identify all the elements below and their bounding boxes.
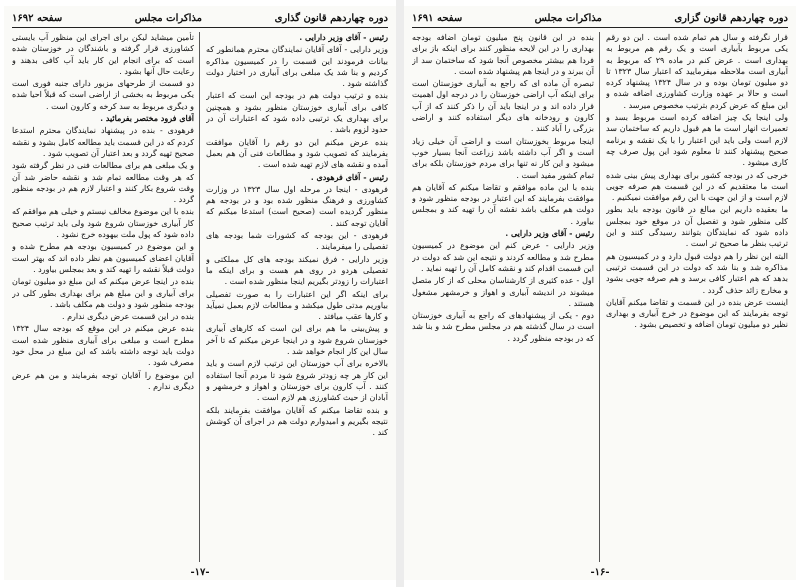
right-header-page-number: سفحه ۱۶۹۱: [412, 12, 463, 24]
paragraph: البته این نظر را هم دولت قبول دارد و در کمیسیون هم مذاکره شد و بنا شد که دولت در این قسمت ترتیبی بدهد که هم اعتبار کافی برسد و هم صرفه جویی بشود و مخارج زائد حذف گردد .: [606, 251, 788, 295]
paragraph: رئیس - آقای وزیر دارایی .: [299, 32, 388, 42]
paragraph: این موضوع را آقایان توجه بفرمایند و من هم عرض دیگری ندارم .: [12, 370, 194, 391]
left-page-header: [12, 10, 388, 26]
paragraph: و یک مبلغی هم برای مطالعات فنی در نظر گرفته شود که هر وقت مطالعه تمام شد و نقشه حاضر شد آن وقت شروع بکار کنند و اعتبار لازم هم در بودجه منظور گردد .: [12, 161, 194, 205]
paragraph: وزیر دارایی - آقای آقایان نمایندگان محترم همانطور که بیانات فرمودند این قسمت را در کمیسیون مذاکره کردیم و بنا شد یک مبلغی برای آبیاری در اختیار دولت گذاشته شود .: [206, 45, 388, 89]
paragraph: تبصره آن ماده ای که راجع به آبیاری خوزستان است برای اینکه آب اراضی خوزستان را در درجه اول اهمیت قرار داده اند و در اینجا باید آن را ذکر کنند که از آب کارون و رودخانه های دیگر استفاده کنند و اراضی بزرگی را آباد کنند .: [412, 79, 594, 134]
paragraph: بنده عرض میکنم این دو رقم را آقایان موافقت بفرمایند که تصویب شود و مطالعات فنی آن هم بعمل آمده و نقشه های لازم تهیه شده است .: [206, 137, 388, 170]
paragraph: بالاخره برای آب خوزستان این ترتیب لازم است و باید این کار هر چه زودتر شروع شود تا مردم آنجا استفاده کنند . آب کارون برای خوزستان و اهواز و خرمشهر و آبادان از حیث کشاورزی هم لازم است .: [206, 359, 388, 403]
paragraph: بنده در اینجا عرض میکنم که این مبلغ دو میلیون تومان برای آبیاری و این مبلغ هم برای بهداری بطور کلی در بودجه منظور شود و دولت هم مکلف باشد .: [12, 277, 194, 309]
paragraph: بنده در این قانون پنج میلیون تومان اضافه بودجه بهداری را در این لایحه منظور کنند برای اینکه باز برای فردا هم بیشتر مخصوص آنجا شود که ساختمان سد از آن ببرند و در اینجا هم پیشنهاد شده است .: [412, 33, 594, 76]
left-header-rule: [12, 27, 388, 28]
paragraph: فرهودی - این بودجه که کشورات شما بودجه های تفصیلی را میفرمایند .: [206, 231, 388, 252]
right-page-footer-number: -۱۶-: [590, 567, 610, 578]
left-header-page-number: سفحه ۱۶۹۲: [12, 12, 63, 24]
right-page-column-right: [606, 32, 788, 562]
right-header-title: مذاکرات مجلس: [534, 12, 602, 24]
paragraph: و این موضوع در کمیسیون بودجه هم مطرح شده و آقایان اعضای کمیسیون هم نظر داده اند که بهتر است دولت قبلاً نقشه را تهیه کند و بعد بمجلس بیاورد .: [12, 242, 194, 274]
paragraph: و پیش‌بینی ما هم برای این است که کارهای آبیاری خوزستان شروع شود و در اینجا عرض میکنم که تا آخر سال این کار انجام خواهد شد .: [206, 324, 388, 357]
paragraph: رئیس - آقای وزیر دارایی .: [505, 228, 594, 239]
right-page: [404, 6, 796, 580]
left-page-column-left: [12, 32, 194, 562]
paragraph: اینجا مربوط بخوزستان است و اراضی آن خیلی زیاد است و اگر آب داشته باشد زراعت آنجا بسیار خوب میشود و این کار نه تنها برای مردم خوزستان بلکه برای تمام کشور مفید است .: [412, 136, 594, 180]
paragraph: دو قسمت از طرحهای مزبور دارای جنبه فوری است یکی مربوط به بخشی از اراضی است که قبلاً احیا شده و دیگری مربوط به سد کرخه و کارون است .: [12, 79, 194, 111]
right-page-column-left: [412, 32, 594, 562]
paragraph: فرهودی - بنده در پیشنهاد نمایندگان محترم استدعا کردم که در این قسمت باید مطالعه کامل بشود و نقشه صحیح تهیه گردد و بعد اعتبار آن تصویب شود .: [12, 126, 194, 158]
paragraph: بنده در این قسمت عرض دیگری ندارم .: [62, 312, 194, 322]
paragraph: بنده با این ماده موافقم و تقاضا میکنم که آقایان هم موافقت بفرمایند که این اعتبار در بودجه منظور شود و دولت هم مکلف باشد نقشه آن را تهیه کند و بمجلس بیاورد .: [412, 182, 594, 226]
left-page-footer-number: -۱۷-: [190, 567, 210, 578]
paragraph: آقای فرود مختصر بفرمائید .: [100, 113, 194, 124]
paragraph: بنده عرض میکنم در این موقع که بودجه سال ۱۳۲۴ مطرح است و مبلغی برای آبیاری منظور شده است دولت باید توجه داشته باشد که این مبلغ در محل خود مصرف شود .: [12, 324, 194, 368]
paragraph: خرجی که در بودجه کشور برای بهداری پیش بینی شده است ما معتقدیم که در این قسمت هم صرفه جویی لازم است و از این جهت با این رقم موافقت نمیکنیم .: [606, 170, 788, 203]
paragraph: تأمین میشاید لیکن برای اجرای این منظور آب بایستی کشاورزی قرار گرفته و باشندگان در خوزستان شده است که برای انجام این کار باید آب کافی بدهند و رعایت حال آنها بشود .: [12, 33, 194, 76]
right-header-rule: [412, 27, 788, 28]
paragraph: وزیر دارایی - عرض کنم این موضوع در کمیسیون مطرح شد و مطالعه کردند و نتیجه این شد که دولت در این قسمت اقدام کند و نقشه کامل آن را تهیه نماید .: [412, 241, 594, 273]
paragraph: ما بعقیده داریم این مبالغ در قانون بودجه باید بطور کلی منظور شود و تفصیل آن در موقع خود بمجلس داده شود که نمایندگان بتوانند رسیدگی کنند و این ترتیب بنظر ما صحیح تر است .: [606, 205, 788, 249]
paragraph: بنده و ترتیب دولت هم در بودجه این است که اعتبار کافی برای آبیاری خوزستان منظور بشود و همچنین برای بهداری یک ترتیبی داده شود که اعتبارات آن در حدود لزوم باشد .: [206, 91, 388, 135]
right-column-separator: [599, 32, 600, 562]
paragraph: قرار نگرفته و سال هم تمام شده است . این دو رقم یکی مربوط بآبیاری است و یک رقم هم مربوط به بهداری است . عرض کنم در ماده ۲۹ که مربوط به آبیاری است ملاحظه میفرمایید که اعتبار سال ۱۳۲۳ تا دو میلیون تومان بوده و در سال ۱۳۲۴ پیشنهاد کرده است و حالا بر عهده وزارت کشاورزی اضافه شده و این مبلغ که عرض کردم بترتیب مخصوص میرسد .: [606, 33, 788, 110]
paragraph: فرهودی - اینجا در مرحله اول سال ۱۳۲۳ در وزارت کشاورزی و فرهنگ منظور شده بود و در بودجه هم منظور گردیده است (صحیح است) استدعا میکنم که آقایان توجه کنند .: [206, 184, 388, 228]
paragraph: برای اینکه اگر این اعتبارات را به صورت تفصیلی بیاوریم مدتی طول میکشد و مطالعات لازم بعمل نمیآید و کارها عقب میافتد .: [206, 289, 388, 322]
left-header-title: مذاکرات مجلس: [134, 12, 203, 24]
left-page-column-right: [206, 32, 388, 562]
left-column-separator: [199, 32, 200, 562]
right-page-header: [412, 10, 788, 26]
paragraph: و بنده تقاضا میکنم که آقایان موافقت بفرمایند بلکه نتیجه بگیریم و امیدوارم دولت هم در اجرای آن کوشش کند .: [206, 405, 388, 438]
paragraph: بنده با این موضوع مخالف نیستم و خیلی هم موافقم که کار آبیاری خوزستان شروع شود ولی باید ترتیب صحیح داده شود که پول ملت بیهوده خرج نشود .: [12, 207, 194, 240]
paragraph: دوم - یکی از پیشنهادهای که راجع به آبیاری خوزستان است در سال گذشته هم در مجلس مطرح شد و بنا شد که در بودجه منظور گردد .: [412, 311, 594, 343]
right-header-series: دوره چهاردهم قانون گزاری: [674, 12, 788, 24]
paragraph: رئیس - آقای فرهودی .: [310, 171, 388, 182]
paragraph: اینست عرض بنده در این قسمت و تقاضا میکنم آقایان توجه بفرمایند که این موضوع در خرج آبیاری و بهداری نظیر دو میلیون تومان اضافه و تخصیص بشود .: [606, 297, 788, 330]
paragraph: وزیر دارایی - فرق نمیکند بودجه های کل مملکتی و تفصیلی هردو در روی هم هست و برای اینکه ما اعتبارات را زودتر بگیریم اینجا منظور شده است .: [206, 254, 388, 287]
left-page: [4, 6, 396, 580]
book-gutter: [396, 0, 404, 587]
left-header-series: دوره چهاردهم قانون گذاری: [274, 12, 388, 24]
paragraph: اول - عده کثیری از کارشناسان محلی که از کار متصل میشوند در اندیشه آبیاری و اهواز و خرمشهر مشغول هستند .: [412, 276, 594, 308]
paragraph: ولی اینجا یک چیز اضافه کرده است مربوط بسد و تعمیرات انهار است ما هم قبول داریم که ساختمان سد لازم است ولی باید این اعتبار را با یک نقشه و برنامه صحیح پیشنهاد کنند تا معلوم شود این پول صرف چه کاری میشود .: [606, 113, 788, 168]
